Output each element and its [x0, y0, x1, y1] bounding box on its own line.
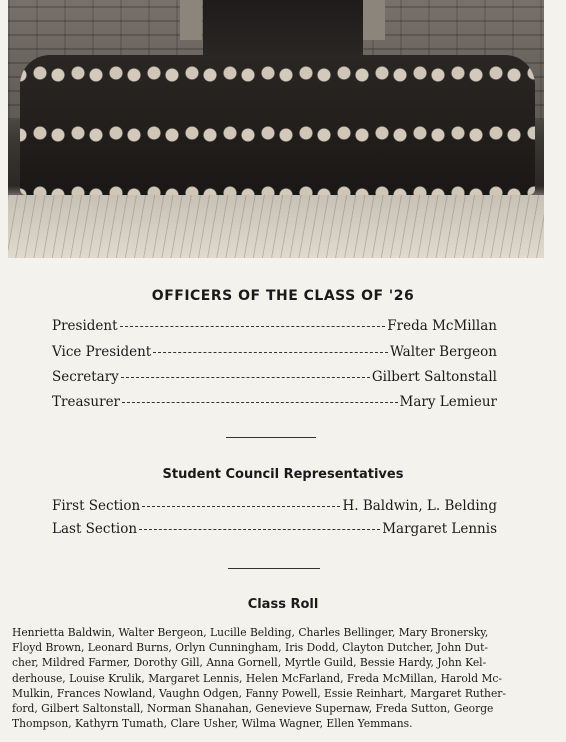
leader-dots	[153, 351, 388, 353]
officer-name: Walter Bergeon	[389, 344, 497, 360]
roll-line: Henrietta Baldwin, Walter Bergeon, Lucille Belding, Charles Bellinger, Mary Bronersky,	[12, 626, 489, 639]
council-section: First Section	[52, 498, 141, 514]
roll-line: cher, Mildred Farmer, Dorothy Gill, Anna Gornell, Myrtle Guild, Bessie Hardy, John Kel-	[12, 656, 487, 670]
leader-dots	[120, 325, 386, 327]
leader-dots	[142, 505, 340, 507]
roll-line: Mulkin, Frances Nowland, Vaughn Odgen, Fanny Powell, Essie Reinhart, Margaret Ruther-	[12, 686, 506, 700]
officer-role: Secretary	[52, 369, 119, 385]
leader-dots	[121, 376, 370, 378]
council-row-last	[52, 521, 497, 537]
council-names: Margaret Lennis	[382, 521, 497, 537]
leader-dots	[139, 528, 380, 530]
class-photo	[8, 0, 544, 258]
officer-row-president	[52, 318, 497, 334]
roll-line: Thompson, Kathyrn Tumath, Clare Usher, Wilma Wagner, Ellen Yemmans.	[12, 717, 413, 731]
officer-role: President	[52, 318, 118, 334]
officer-name: Mary Lemieur	[399, 394, 497, 410]
council-names: H. Baldwin, L. Belding	[342, 498, 497, 514]
student-group	[20, 55, 535, 195]
council-heading: Student Council Representatives	[162, 467, 404, 482]
class-roll	[12, 625, 536, 731]
leader-dots	[122, 401, 398, 403]
pillar-right	[363, 0, 385, 40]
roll-line: Floyd Brown, Leonard Burns, Orlyn Cunningham, Iris Dodd, Clayton Dutcher, John Dut-	[12, 641, 489, 655]
council-row-first	[52, 498, 497, 514]
officer-row-secretary	[52, 369, 497, 385]
officer-role: Treasurer	[52, 394, 121, 410]
officer-name: Freda McMillan	[387, 318, 497, 334]
roll-line: ford, Gilbert Saltonstall, Norman Shanahan, Genevieve Supernaw, Freda Sutton, George	[12, 702, 494, 716]
officer-name: Gilbert Saltonstall	[371, 369, 497, 385]
officers-heading: OFFICERS OF THE CLASS OF '26	[151, 288, 415, 304]
snowy-ground	[8, 195, 544, 258]
section-divider	[226, 437, 316, 438]
officer-row-treasurer	[52, 394, 497, 410]
pillar-left	[180, 0, 202, 40]
section-divider	[228, 568, 320, 569]
council-section: Last Section	[52, 521, 138, 537]
officer-row-vice-president	[52, 344, 497, 360]
roll-line: derhouse, Louise Krulik, Margaret Lennis, Helen McFarland, Freda McMillan, Harold Mc-	[12, 671, 502, 685]
officer-role: Vice President	[52, 344, 152, 360]
roll-heading: Class Roll	[247, 597, 319, 612]
